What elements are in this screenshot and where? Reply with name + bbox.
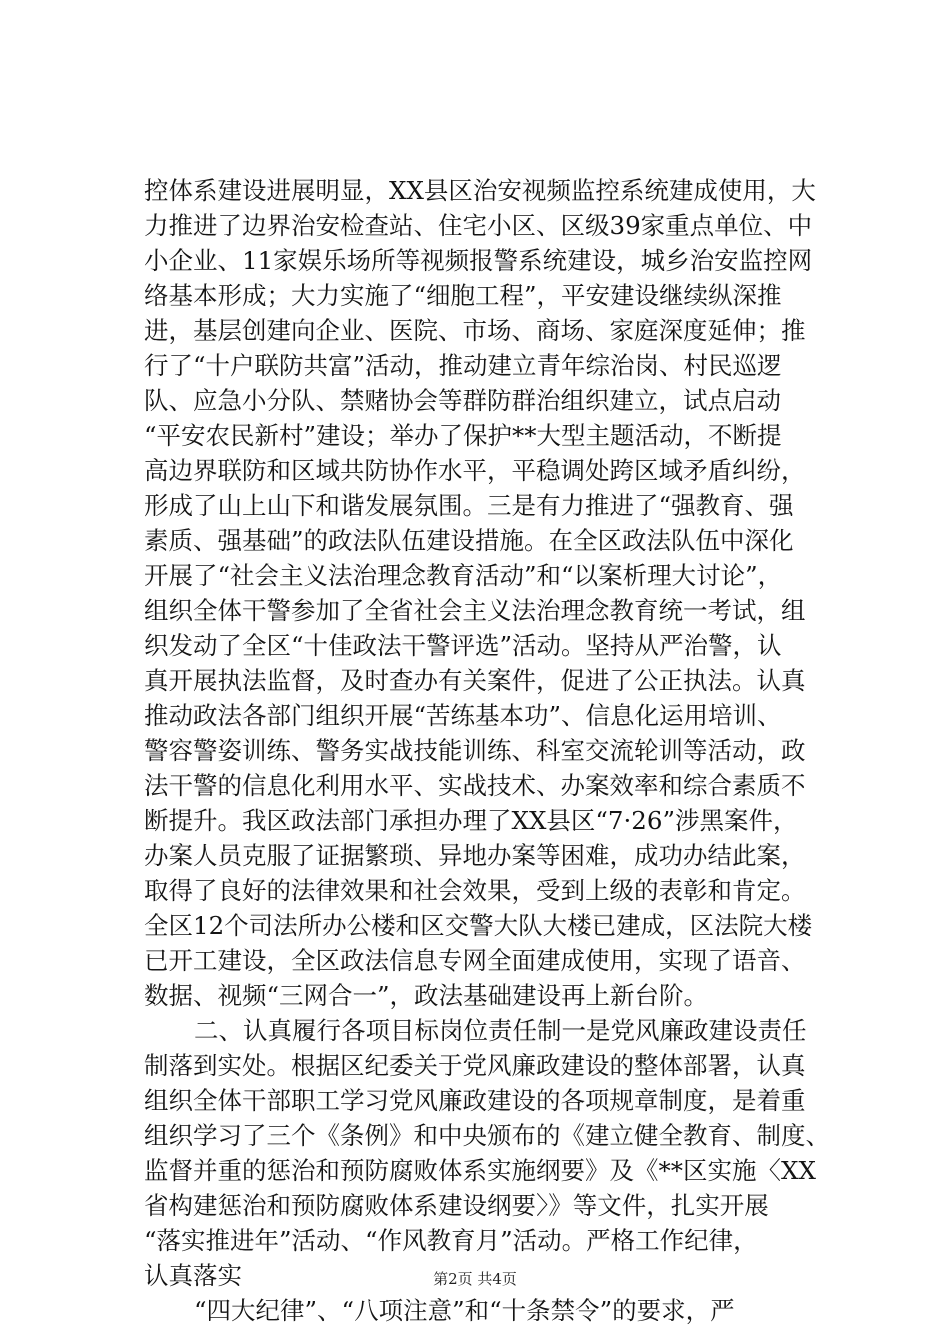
text-line-10: 形成了山上山下和谐发展氛围。三是有力推进了“强教育、强 bbox=[144, 491, 794, 520]
text-line-24: 数据、视频“三网合一”，政法基础建设再上新台阶。 bbox=[144, 981, 709, 1010]
text-line-29: 监督并重的惩治和预防腐败体系实施纲要》及《**区实施〈XX bbox=[144, 1156, 816, 1185]
text-line-2: 力推进了边界治安检查站、住宅小区、区级39家重点单位、中 bbox=[144, 211, 813, 240]
text-line-25: 二、认真履行各项目标岗位责任制一是党风廉政建设责任 bbox=[194, 1016, 807, 1045]
text-line-16: 推动政法各部门组织开展“苦练基本功”、信息化运用培训、 bbox=[144, 701, 782, 730]
text-line-9: 高边界联防和区域共防协作水平，平稳调处跨区域矛盾纠纷， bbox=[144, 456, 806, 485]
text-line-23: 已开工建设，全区政法信息专网全面建成使用，实现了语音、 bbox=[144, 946, 806, 975]
text-line-5: 进，基层创建向企业、医院、市场、商场、家庭深度延伸；推 bbox=[144, 316, 806, 345]
text-line-4: 络基本形成；大力实施了“细胞工程”，平安建设继续纵深推 bbox=[144, 281, 782, 310]
text-line-1: 控体系建设进展明显，XX县区治安视频监控系统建成使用，大 bbox=[144, 176, 816, 205]
text-line-31: “落实推进年”活动、“作风教育月”活动。严格工作纪律， bbox=[144, 1226, 758, 1255]
text-line-15: 真开展执法监督，及时查办有关案件，促进了公正执法。认真 bbox=[144, 666, 806, 695]
text-line-13: 组织全体干警参加了全省社会主义法治理念教育统一考试，组 bbox=[144, 596, 806, 625]
text-line-22: 全区12个司法所办公楼和区交警大队大楼已建成，区法院大楼 bbox=[144, 911, 813, 940]
text-line-14: 织发动了全区“十佳政法干警评选”活动。坚持从严治警，认 bbox=[144, 631, 782, 660]
text-line-20: 办案人员克服了证据繁琐、异地办案等困难，成功办结此案， bbox=[144, 841, 806, 870]
text-line-30: 省构建惩治和预防腐败体系建设纲要〉》等文件，扎实开展 bbox=[144, 1191, 769, 1220]
text-line-18: 法干警的信息化利用水平、实战技术、办案效率和综合素质不 bbox=[144, 771, 806, 800]
text-line-11: 素质、强基础”的政法队伍建设措施。在全区政法队伍中深化 bbox=[144, 526, 794, 555]
text-line-8: “平安农民新村”建设；举办了保护**大型主题活动，不断提 bbox=[144, 421, 782, 450]
text-line-32: 认真落实 bbox=[144, 1261, 242, 1290]
body-text bbox=[144, 173, 844, 1328]
text-line-19: 断提升。我区政法部门承担办理了XX县区“7·26”涉黑案件， bbox=[144, 806, 798, 835]
text-line-27: 组织全体干部职工学习党风廉政建设的各项规章制度，是着重 bbox=[144, 1086, 806, 1115]
text-line-3: 小企业、11家娱乐场所等视频报警系统建设，城乡治安监控网 bbox=[144, 246, 813, 275]
text-line-26: 制落到实处。根据区纪委关于党风廉政建设的整体部署，认真 bbox=[144, 1051, 806, 1080]
page-number-footer: 第2页 共4页 bbox=[433, 1270, 517, 1288]
text-line-28: 组织学习了三个《条例》和中央颁布的《建立健全教育、制度、 bbox=[144, 1121, 830, 1150]
text-line-17: 警容警姿训练、警务实战技能训练、科室交流轮训等活动，政 bbox=[144, 736, 806, 765]
text-line-12: 开展了“社会主义法治理念教育活动”和“以案析理大讨论”， bbox=[144, 561, 783, 590]
text-line-7: 队、应急小分队、禁赌协会等群防群治组织建立，试点启动 bbox=[144, 386, 781, 415]
text-line-21: 取得了良好的法律效果和社会效果，受到上级的表彰和肯定。 bbox=[144, 876, 806, 905]
text-line-6: 行了“十户联防共富”活动，推动建立青年综治岗、村民巡逻 bbox=[144, 351, 782, 380]
text-line-33: “四大纪律”、“八项注意”和“十条禁令”的要求，严 bbox=[194, 1296, 735, 1325]
